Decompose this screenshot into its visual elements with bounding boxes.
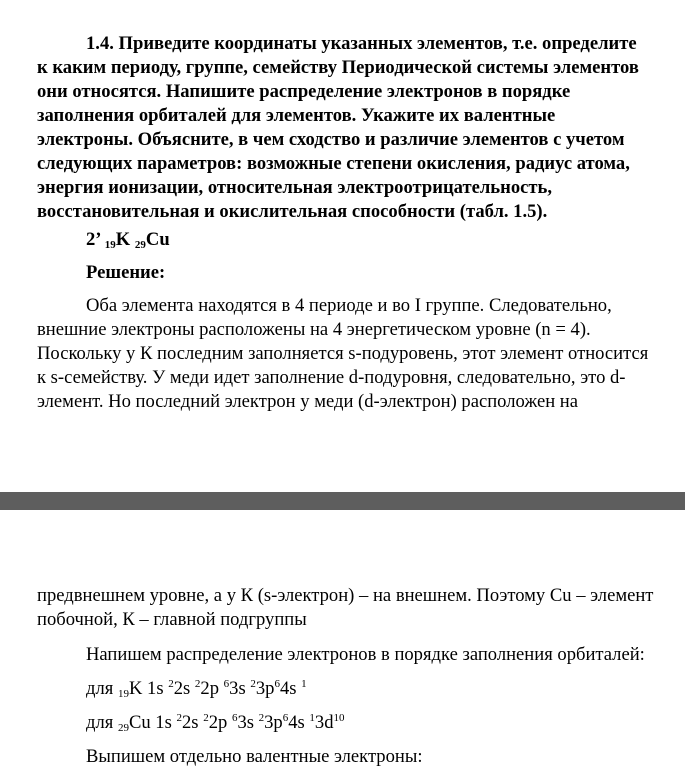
config-orbital: 1s [142,678,169,699]
config-electron-count: 6 [231,712,238,724]
config-orbital: 1s [150,712,177,733]
task-line: электроны. Объясните, в чем сходство и различие элементов с учетом [37,129,625,150]
page-separator [0,492,685,510]
solution-paragraph-1 [37,294,667,414]
solution-heading: Решение: [86,262,166,283]
task-line: они относятся. Напишите распределение электронов в порядке [37,81,571,102]
config-electron-count: 2 [203,712,209,724]
variant-prefix: 2’ [86,229,105,250]
config-orbital: 3s [237,712,259,733]
config-orbital: 4s [279,678,302,699]
config-atomic-number: 19 [117,688,129,700]
config-prefix: для [86,678,118,699]
task-line: к каким периоду, группе, семейству Периодической системы элементов [37,57,639,78]
solution-paragraph-1-continued [37,584,667,632]
config-orbital: 3p [255,678,275,699]
config-electron-count: 6 [282,712,289,724]
paragraph-line: элемент. Но последний электрон у меди (d-электрон) расположен на [37,391,578,412]
paragraph-line: побочной, К – главной подгруппы [37,609,307,630]
document-page-2 [0,510,685,767]
config-atomic-number: 29 [117,722,129,734]
task-line: восстановительная и окислительная способности (табл. 1.5). [37,201,548,222]
paragraph-line: к s-семейству. У меди идет заполнение d-подуровня, следовательно, это d- [37,367,626,388]
config-orbital: 3d [314,712,334,733]
config-electron-count: 2 [176,712,182,724]
solution-paragraph-2: Напишем распределение электронов в порядке заполнения орбиталей: [86,644,645,665]
variant-line [86,228,170,252]
config-electron-count: 6 [274,678,280,690]
paragraph-line: внешние электроны расположены на 4 энергетическом уровне (n = 4). [37,319,591,340]
paragraph-line: Поскольку у К последним заполняется s-подуровень, этот элемент относится [37,343,649,364]
config-electron-count: 2 [168,678,174,690]
solution-paragraph-3: Выпишем отдельно валентные электроны: [86,746,423,767]
element-k-symbol: K [115,229,131,250]
config-electron-count: 10 [333,712,345,724]
task-statement [37,32,667,224]
paragraph-line: Оба элемента находятся в 4 периоде и во I группе. Следовательно, [86,295,612,316]
config-orbital: 2p [208,712,232,733]
element-cu-symbol: Cu [145,229,170,250]
config-orbital: 2s [182,712,204,733]
config-symbol: K [128,678,143,699]
config-orbital: 3p [264,712,283,733]
task-line: заполнения орбиталей для элементов. Укажите их валентные [37,105,556,126]
config-symbol: Cu [128,712,151,733]
config-orbital: 2p [200,678,224,699]
config-orbital: 3s [229,678,251,699]
paragraph-line: предвнешнем уровне, а у К (s-электрон) – на внешнем. Поэтому Cu – элемент [37,585,654,606]
element-k-atomic-number: 19 [104,239,116,251]
task-line: 1.4. Приведите координаты указанных элементов, т.е. определите [86,33,637,54]
task-line: следующих параметров: возможные степени окисления, радиус атома, [37,153,630,174]
config-electron-count: 2 [250,678,256,690]
config-electron-count: 2 [194,678,201,690]
config-orbital: 2s [173,678,195,699]
config-electron-count: 2 [258,712,265,724]
config-electron-count: 1 [309,712,315,724]
element-cu-atomic-number: 29 [134,239,146,251]
config-orbital: 4s [288,712,310,733]
task-line: энергия ионизации, относительная электроотрицательность, [37,177,552,198]
config-electron-count: 6 [223,678,230,690]
electron-config-k [86,677,307,701]
config-electron-count: 1 [301,678,307,690]
electron-config-cu [86,711,345,735]
config-prefix: для [86,712,118,733]
